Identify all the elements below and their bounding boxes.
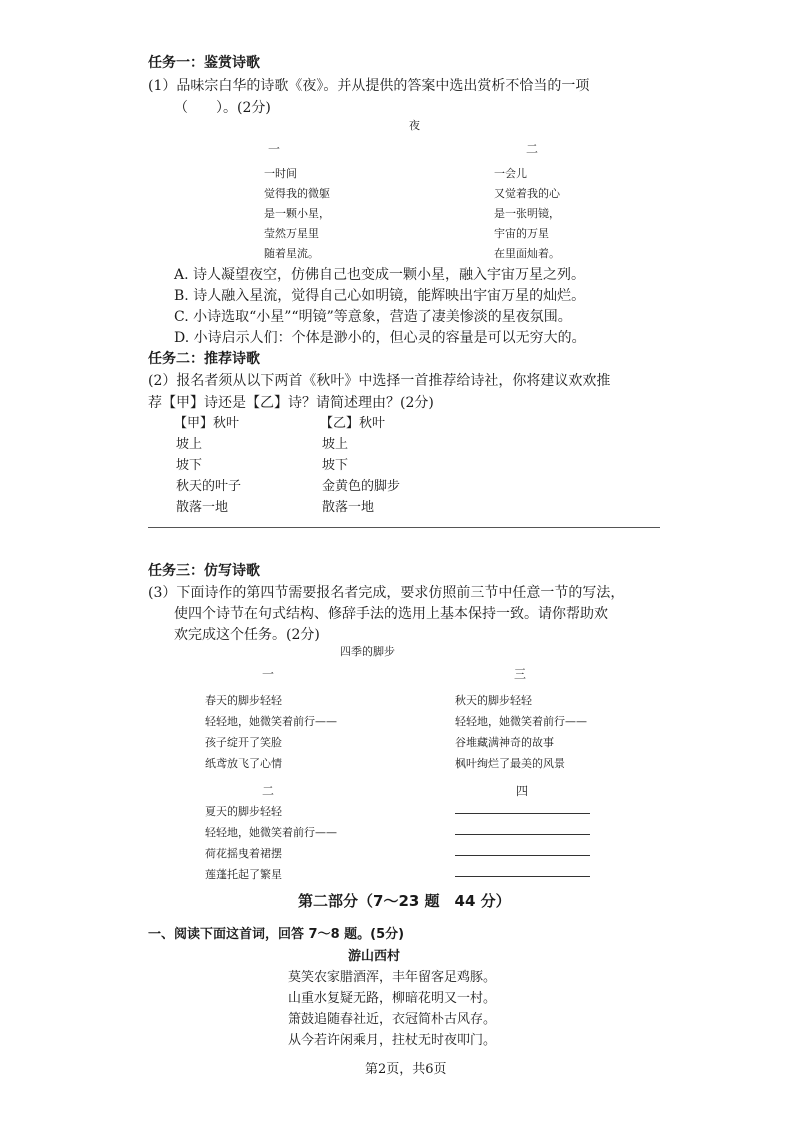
poem-ye-s2-line: 宇宙的万星	[494, 227, 549, 240]
poem-yi-line: 坡下	[322, 458, 349, 473]
question-3-line1: (3）下面诗作的第四节需要报名者完成，要求仿照前三节中任意一节的写法，	[148, 585, 625, 601]
poem-shanxi-line: 箫鼓追随春社近，衣冠简朴古风存。	[288, 1012, 497, 1027]
poem-jia-line: 散落一地	[176, 500, 229, 515]
poem-siji-s3-line: 轻轻地，她微笑着前行——	[455, 715, 587, 728]
poem-ye-s2-line: 是一张明镜，	[494, 207, 560, 220]
option-b: B. 诗人融入星流，觉得自己心如明镜，能辉映出宇宙万星的灿烂。	[174, 288, 586, 304]
answer-blank-line	[455, 813, 590, 814]
poem-jia-line: 秋天的叶子	[176, 479, 242, 494]
poem-ye-stanza1-num: 一	[268, 142, 281, 156]
poem-jia-line: 坡下	[176, 458, 203, 473]
poem-siji-s4-num: 四	[516, 784, 529, 798]
poem-yi-line: 坡上	[322, 437, 349, 452]
poem-ye-s1-line: 莹然万星里	[264, 227, 319, 240]
poem-siji-s3-line: 秋天的脚步轻轻	[455, 694, 532, 707]
poem-ye-stanza2-num: 二	[526, 142, 539, 156]
poem-yi-line: 金黄色的脚步	[322, 479, 401, 494]
poem-siji-s3-num: 三	[514, 667, 527, 681]
poem-siji-s2-line: 夏天的脚步轻轻	[205, 805, 282, 818]
poem-siji-s1-line: 孩子绽开了笑脸	[205, 736, 282, 749]
poem-ye-title: 夜	[409, 119, 420, 132]
page-footer: 第2页，共6页	[365, 1062, 447, 1077]
poem-siji-s3-line: 谷堆藏满神奇的故事	[455, 736, 554, 749]
option-d: D. 小诗启示人们：个体是渺小的，但心灵的容量是可以无穷大的。	[174, 330, 586, 346]
option-c: C. 小诗选取“小星”“明镜”等意象，营造了凄美惨淡的星夜氛围。	[174, 309, 572, 325]
task3-heading: 任务三：仿写诗歌	[148, 563, 260, 579]
poem-ye-s1-line: 觉得我的微躯	[264, 187, 330, 200]
poem-yi-line: 散落一地	[322, 500, 375, 515]
part2-heading: 第二部分（7～23 题 44 分）	[298, 892, 511, 910]
question-2-line2: 荐【甲】诗还是【乙】诗？请简述理由？(2分)	[148, 395, 434, 411]
poem-siji-s3-line: 枫叶绚烂了最美的风景	[455, 757, 565, 770]
option-a: A. 诗人凝望夜空，仿佛自己也变成一颗小星，融入宇宙万星之列。	[174, 267, 586, 283]
poem-ye-s2-line: 一会儿	[494, 167, 527, 180]
section-1-heading: 一、阅读下面这首词，回答 7～8 题。(5分)	[148, 927, 405, 942]
poem-shanxi-title: 游山西村	[348, 949, 401, 964]
question-1-line1: (1）品味宗白华的诗歌《夜》。并从提供的答案中选出赏析不恰当的一项	[148, 78, 590, 94]
poem-siji-s2-line: 莲蓬托起了繁星	[205, 868, 282, 881]
poem-ye-s2-line: 又觉着我的心	[494, 187, 560, 200]
poem-yi-title: 【乙】秋叶	[320, 416, 386, 431]
poem-siji-title: 四季的脚步	[340, 645, 395, 658]
poem-siji-s2-line: 荷花摇曳着裙摆	[205, 847, 282, 860]
poem-shanxi-line: 山重水复疑无路，柳暗花明又一村。	[288, 991, 497, 1006]
task1-heading: 任务一：鉴赏诗歌	[148, 55, 260, 71]
poem-siji-s1-line: 纸鸢放飞了心情	[205, 757, 282, 770]
poem-siji-s2-line: 轻轻地，她微笑着前行——	[205, 826, 337, 839]
poem-siji-s1-num: 一	[262, 667, 275, 681]
poem-siji-s2-num: 二	[262, 784, 275, 798]
poem-ye-s1-line: 一时间	[264, 167, 297, 180]
question-3-line2: 使四个诗节在句式结构、修辞手法的选用上基本保持一致。请你帮助欢	[174, 606, 608, 622]
question-3-line3: 欢完成这个任务。(2分)	[174, 627, 320, 643]
poem-ye-s1-line: 随着星流。	[264, 247, 319, 260]
poem-siji-s1-line: 轻轻地，她微笑着前行——	[205, 715, 337, 728]
poem-ye-s2-line: 在里面灿着。	[494, 247, 560, 260]
answer-blank-line	[455, 834, 590, 835]
section-divider	[148, 527, 660, 528]
answer-blank-line	[455, 855, 590, 856]
poem-ye-s1-line: 是一颗小星，	[264, 207, 330, 220]
question-1-line2: （ ）。(2分)	[174, 100, 271, 116]
answer-blank-line	[455, 876, 590, 877]
question-2-line1: (2）报名者须从以下两首《秋叶》中选择一首推荐给诗社，你将建议欢欢推	[148, 373, 611, 389]
poem-shanxi-line: 莫笑农家腊酒浑，丰年留客足鸡豚。	[288, 970, 497, 985]
task2-heading: 任务二：推荐诗歌	[148, 351, 260, 367]
poem-siji-s1-line: 春天的脚步轻轻	[205, 694, 282, 707]
poem-jia-title: 【甲】秋叶	[174, 416, 240, 431]
poem-shanxi-line: 从今若许闲乘月，拄杖无时夜叩门。	[288, 1033, 497, 1048]
poem-jia-line: 坡上	[176, 437, 203, 452]
